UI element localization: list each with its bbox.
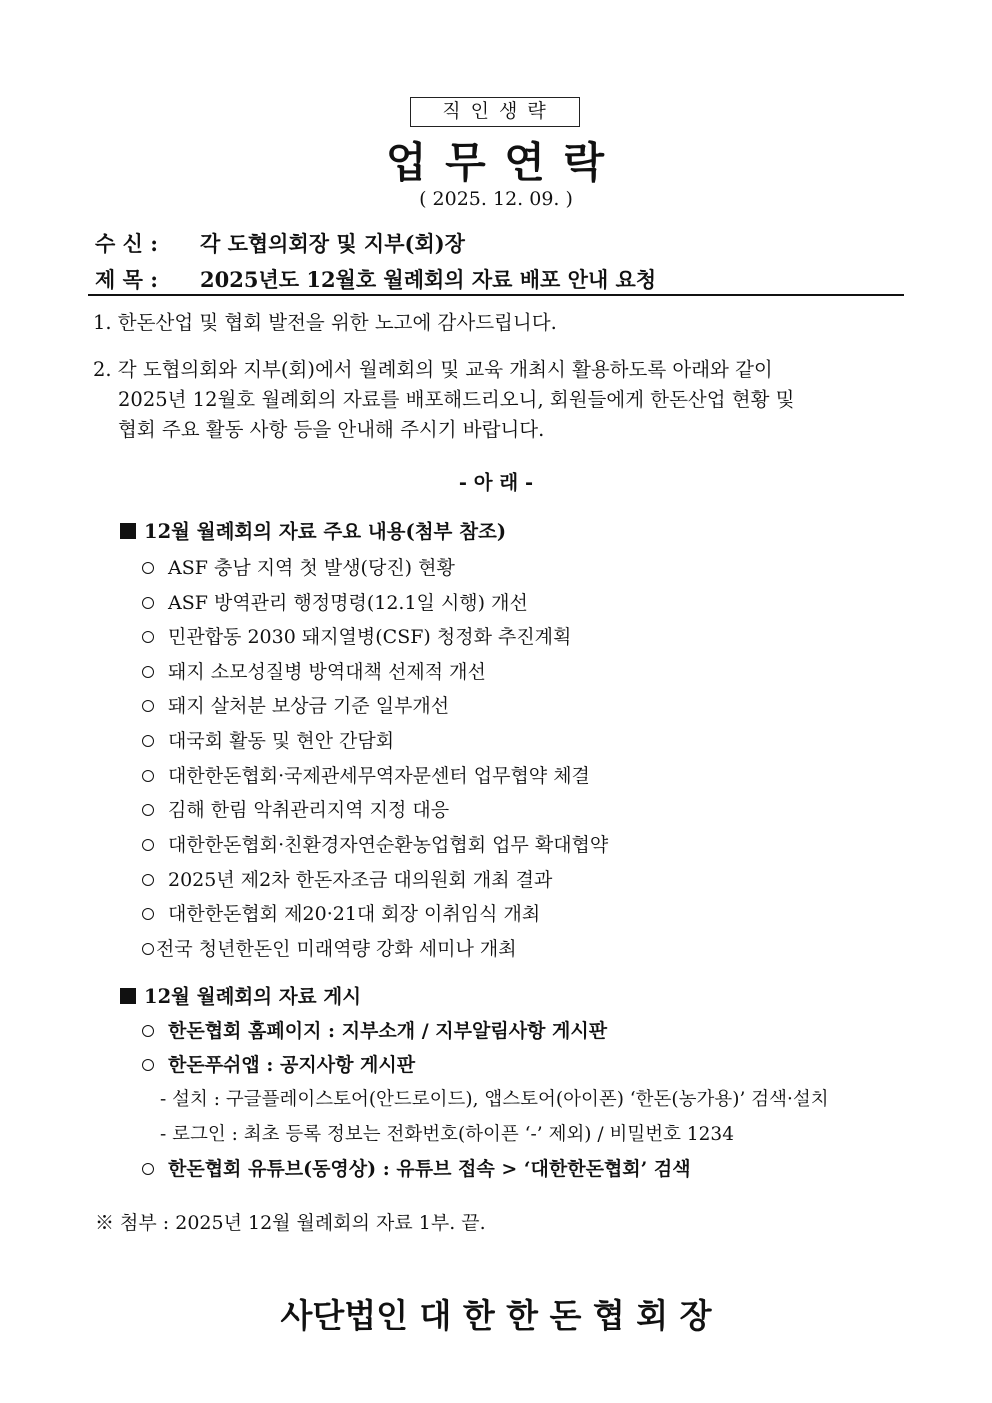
stamp-box: 직 인 생 략 [410, 97, 580, 127]
list-item: 전국 청년한돈인 미래역량 강화 세미나 개최 [142, 934, 517, 961]
recipient-value: 각 도협의회장 및 지부(회)장 [200, 231, 465, 256]
list-item: ASF 방역관리 행정명령(12.1일 시행) 개선 [142, 588, 528, 615]
circle-bullet-icon [142, 700, 154, 712]
square-bullet-icon [120, 523, 136, 539]
circle-bullet-icon [142, 839, 154, 851]
section-1-heading-text: 12월 월례회의 자료 주요 내용(첨부 참조) [144, 520, 507, 543]
subject-value: 2025년도 12월호 월례회의 자료 배포 안내 요청 [200, 267, 657, 292]
document-title: 업 무 연 락 [385, 138, 607, 187]
circle-bullet-icon [142, 1163, 154, 1175]
circle-bullet-icon [142, 562, 154, 574]
list-item: 한돈푸쉬앱 : 공지사항 게시판 [142, 1050, 415, 1077]
circle-bullet-icon [142, 908, 154, 920]
square-bullet-icon [120, 988, 136, 1004]
list-item: 대국회 활동 및 현안 간담회 [142, 726, 394, 753]
paragraph-2-line-1: 2. 각 도협의회와 지부(회)에서 월례회의 및 교육 개최시 활용하도록 아래와 같이 [93, 358, 773, 381]
sub-item-login: - 로그인 : 최초 등록 정보는 전화번호(하이픈 ‘-’ 제외) / 비밀번호 1234 [160, 1124, 734, 1145]
list-item: 돼지 소모성질병 방역대책 선제적 개선 [142, 657, 486, 684]
circle-bullet-icon [142, 631, 154, 643]
circle-bullet-icon [142, 804, 154, 816]
subject-label: 제 목 : [95, 267, 158, 292]
circle-bullet-icon [142, 1025, 154, 1037]
list-item: 대한한돈협회·국제관세무역자문센터 업무협약 체결 [142, 761, 590, 788]
notice-heading: - 아 래 - [458, 471, 534, 494]
list-item: 2025년 제2차 한돈자조금 대의원회 개최 결과 [142, 865, 552, 892]
circle-bullet-icon [142, 874, 154, 886]
section-2-heading-text: 12월 월례회의 자료 게시 [144, 985, 362, 1008]
document-date: ( 2025. 12. 09. ) [419, 188, 573, 210]
circle-bullet-icon [142, 735, 154, 747]
section-1-heading [120, 516, 506, 544]
paragraph-2-line-3: 협회 주요 활동 사항 등을 안내해 주시기 바랍니다. [118, 418, 545, 441]
list-item: 한돈협회 홈페이지 : 지부소개 / 지부알림사항 게시판 [142, 1016, 607, 1043]
list-item: 돼지 살처분 보상금 기준 일부개선 [142, 691, 449, 718]
list-item: 민관합동 2030 돼지열병(CSF) 청정화 추진계획 [142, 622, 571, 649]
list-item: ASF 충남 지역 첫 발생(당진) 현황 [142, 553, 455, 580]
circle-bullet-icon [142, 943, 154, 955]
list-item: 대한한돈협회·친환경자연순환농업협회 업무 확대협약 [142, 830, 608, 857]
section-2-heading [120, 981, 361, 1009]
sub-item-install: - 설치 : 구글플레이스토어(안드로이드), 앱스토어(아이폰) ‘한돈(농가용)’ 검색·설치 [160, 1089, 829, 1110]
signature: 사단법인 대 한 한 돈 협 회 장 [280, 1296, 712, 1335]
circle-bullet-icon [142, 1059, 154, 1071]
recipient-label: 수 신 : [95, 231, 158, 256]
circle-bullet-icon [142, 770, 154, 782]
circle-bullet-icon [142, 597, 154, 609]
header-divider [88, 294, 904, 296]
attachment-note: ※ 첨부 : 2025년 12월 월례회의 자료 1부. 끝. [95, 1212, 486, 1234]
list-item: 한돈협회 유튜브(동영상) : 유튜브 접속 > ‘대한한돈협회’ 검색 [142, 1154, 691, 1181]
list-item: 대한한돈협회 제20·21대 회장 이취임식 개최 [142, 899, 540, 926]
paragraph-1: 1. 한돈산업 및 협회 발전을 위한 노고에 감사드립니다. [93, 311, 557, 334]
circle-bullet-icon [142, 666, 154, 678]
paragraph-2-line-2: 2025년 12월호 월례회의 자료를 배포해드리오니, 회원들에게 한돈산업 현황 및 [118, 388, 795, 411]
list-item: 김해 한림 악취관리지역 지정 대응 [142, 795, 449, 822]
